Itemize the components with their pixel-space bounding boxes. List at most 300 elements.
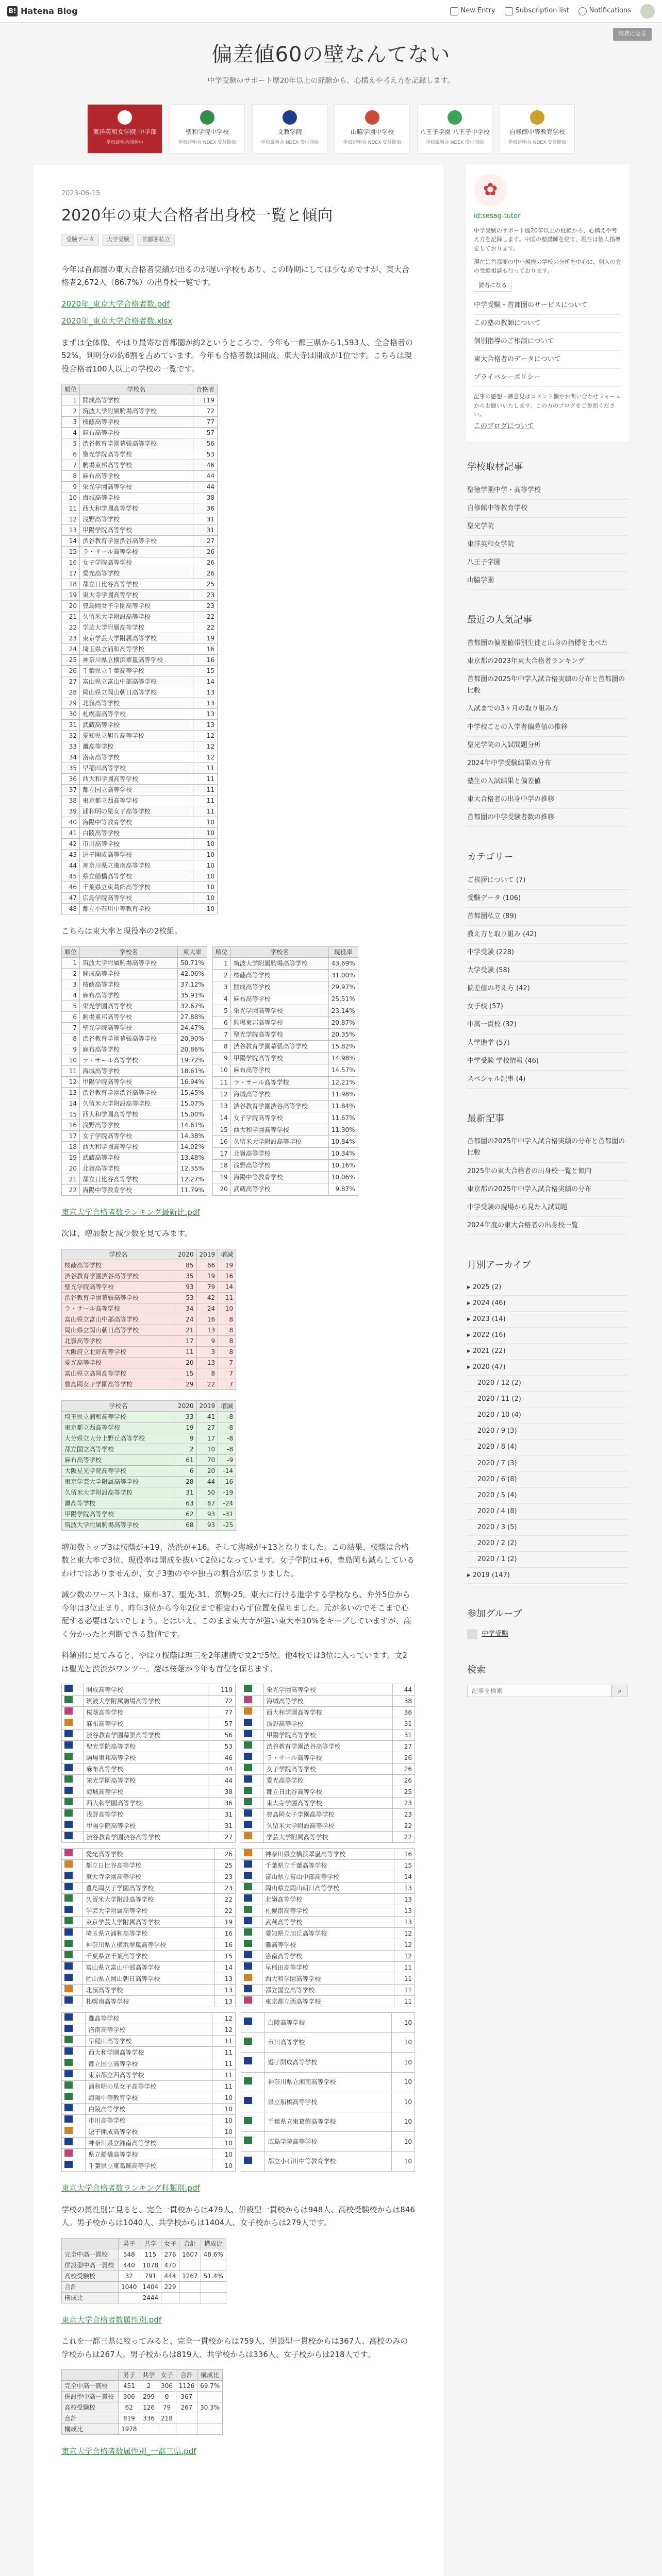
table-cell: 6 <box>175 1465 197 1476</box>
table-row <box>62 2160 236 2172</box>
table-header: 増減 <box>218 1249 236 1260</box>
newest-article-item[interactable] <box>467 1133 628 1162</box>
category-item-link[interactable]: 偏差値の考え方 (42) <box>467 985 530 993</box>
search-input[interactable] <box>467 1685 611 1697</box>
table-cell: 29 <box>62 698 80 709</box>
table-row <box>241 1996 415 2007</box>
archive-item[interactable]: 2020 / 3 (5) <box>467 1520 628 1536</box>
table-row <box>62 1860 236 1871</box>
table-cell: 東京学芸大学附属高等学校 <box>62 1476 175 1487</box>
category-item-link[interactable]: 中高一貫校 (32) <box>467 1021 517 1029</box>
table-header: 女子 <box>161 2238 179 2249</box>
school-emblem-icon <box>118 110 132 125</box>
table-row <box>62 731 218 741</box>
subscribe-button[interactable]: 読者になる <box>613 28 652 41</box>
table-row <box>62 1985 236 1996</box>
table-cell: 44 <box>196 1476 218 1487</box>
table-cell: 2 <box>62 968 80 979</box>
table-cell: 16 <box>214 1939 235 1951</box>
table-cell: -31 <box>218 1509 236 1519</box>
prefecture-badge <box>244 1696 252 1703</box>
table-cell: 31 <box>193 514 218 525</box>
profile-link-item-link[interactable]: 個別指導のご相談について <box>474 337 554 345</box>
table-cell: 早稲田高等学校 <box>86 2036 212 2047</box>
table-cell: 広島学院高等学校 <box>80 893 193 904</box>
school-article-item-link[interactable]: 山脇学園 <box>467 577 494 585</box>
table-row <box>62 990 207 1001</box>
newest-article-item-link[interactable]: 2024年度の東大合格者の出身校一覧 <box>467 1221 578 1229</box>
newest-article-item[interactable] <box>467 1163 628 1181</box>
category-item-link[interactable]: ご挨拶について (7) <box>467 876 526 884</box>
table-cell: 聖光学院高等学校 <box>230 1029 328 1041</box>
table-cell: 14 <box>62 536 80 547</box>
category-item-link[interactable]: 教え方と取り組み (42) <box>467 930 537 938</box>
table-cell: 12 <box>212 2013 235 2024</box>
archive-item[interactable]: 2020 / 11 (2) <box>467 1392 628 1408</box>
new-entry-button[interactable] <box>450 5 495 16</box>
table-cell: 32 <box>62 731 80 741</box>
newest-article-item-link[interactable]: 2025年の東大合格者の出身校一覧と傾向 <box>467 1167 592 1175</box>
popular-article-item[interactable] <box>467 719 628 737</box>
table-cell: 海陽中等教育学校 <box>86 2092 212 2104</box>
table-row <box>62 1152 207 1163</box>
table-cell: 12.21% <box>328 1076 358 1088</box>
table-cell: 20 <box>196 1465 218 1476</box>
hatena-logo-icon: B! <box>7 6 18 16</box>
school-banner-item[interactable] <box>87 104 162 154</box>
table-row <box>62 503 218 514</box>
table-cell <box>197 2392 223 2402</box>
table-row <box>62 2424 223 2435</box>
prefecture-badge <box>64 1894 73 1902</box>
table-cell: 駒場東邦高等学校 <box>230 1017 328 1029</box>
table-cell: 10 <box>193 850 218 860</box>
paragraph: 次は、増加数と減少数を見てみます。 <box>61 1229 192 1239</box>
table-cell <box>62 1832 84 1843</box>
paragraph: 科類別に見てみると、やはり桜蔭は理三を2年連続で文2で5位。他4校では3位に入っています。文2は聖光と渋渋がワンツー。慶は桜蔭が今年も首位を保ちます。 <box>61 1651 408 1673</box>
popular-article-item-link[interactable]: 東大合格者の出身中学の推移 <box>467 795 555 803</box>
profile-link-item[interactable] <box>474 351 621 369</box>
user-avatar[interactable] <box>640 4 655 19</box>
tag-link[interactable]: 首都圏私立 <box>137 234 175 246</box>
list-icon <box>505 7 513 15</box>
table-cell: 27 <box>196 1422 218 1433</box>
popular-article-item[interactable] <box>467 809 628 827</box>
table-cell: 10 <box>212 2149 235 2160</box>
archive-item[interactable]: 2020 / 5 (4) <box>467 1488 628 1504</box>
school-banner-item[interactable] <box>252 104 327 154</box>
category-item[interactable] <box>467 890 628 908</box>
school-article-item-link[interactable]: 聖光学院 <box>467 522 494 531</box>
table-cell: 渋谷教育学園渋谷高等学校 <box>80 536 193 547</box>
entry-title[interactable]: 2020年の東大合格者出身校一覧と傾向 <box>61 206 333 225</box>
school-article-item[interactable] <box>467 518 628 536</box>
table-cell: 33 <box>175 1411 197 1422</box>
table-row <box>241 2013 415 2033</box>
table-cell: 11 <box>212 2058 235 2070</box>
newest-article-item[interactable] <box>467 1199 628 1217</box>
school-article-item-link[interactable]: 東洋英和女学院 <box>467 540 515 549</box>
table-cell: 14.61% <box>178 1120 207 1130</box>
table-cell: 聖光学院高等学校 <box>80 1022 178 1033</box>
prefecture-badge <box>64 2013 73 2021</box>
category-item-link[interactable]: 大学受験 (58) <box>467 967 510 975</box>
profile-link-item-link[interactable]: 中学受験・首都圏のサービスについて <box>474 301 588 309</box>
about-link[interactable]: このブログについて <box>474 422 534 430</box>
category-item[interactable] <box>467 926 628 944</box>
table-cell: 逗子開成高等学校 <box>86 2126 212 2138</box>
category-item[interactable] <box>467 980 628 998</box>
table-cell: 72 <box>208 1696 236 1707</box>
table-cell: 21 <box>62 612 80 622</box>
archive-item[interactable]: ▸ 2020 (47) <box>467 1360 628 1376</box>
category-item[interactable] <box>467 944 628 962</box>
table-cell <box>241 1718 264 1730</box>
category-item-link[interactable]: スペシャル記事 (4) <box>467 1075 526 1083</box>
table-row <box>62 633 218 644</box>
table-cell: 48 <box>62 904 80 914</box>
table-cell: 海陽中等教育学校 <box>230 1172 328 1183</box>
archive-item[interactable]: 2020 / 9 (3) <box>467 1423 628 1439</box>
table-row <box>62 1120 207 1130</box>
archive-item[interactable]: ▸ 2023 (14) <box>467 1312 628 1328</box>
table-cell: 武蔵高等学校 <box>80 1152 178 1163</box>
popular-article-item[interactable] <box>467 737 628 755</box>
table-cell: 12 <box>394 1939 415 1951</box>
module-title: 参加グループ <box>467 1608 522 1620</box>
table-row <box>62 1357 236 1368</box>
school-article-item[interactable] <box>467 554 628 572</box>
table-cell: 791 <box>140 2270 161 2281</box>
prefecture-badge <box>64 1860 73 1868</box>
table-cell: 完全中高一貫校 <box>62 2249 119 2260</box>
hatena-blog-logo[interactable] <box>7 4 78 18</box>
archive-item[interactable]: ▸ 2019 (147) <box>467 1568 628 1584</box>
prefecture-badge <box>244 1764 252 1771</box>
table-row <box>62 741 218 752</box>
table-row <box>62 2013 236 2024</box>
table-cell <box>241 2132 265 2152</box>
table-cell: 306 <box>119 2392 140 2402</box>
table-cell: 豊島岡女子学園高等学校 <box>83 1883 214 1894</box>
table-cell: 浅野高等学校 <box>263 1718 393 1730</box>
table-cell: 札幌南高等学校 <box>83 1996 214 2007</box>
popular-article-item[interactable] <box>467 653 628 671</box>
pdf-link[interactable]: 東京大学合格者数属性別_一都三県.pdf <box>61 2447 196 2456</box>
table-cell: 完全中高一貫校 <box>62 2381 119 2392</box>
prefecture-badge <box>64 2115 73 2123</box>
school-name: 山脇学園中学校 <box>350 128 394 135</box>
category-item[interactable] <box>467 1016 628 1034</box>
archive-item[interactable]: ▸ 2022 (16) <box>467 1328 628 1344</box>
table-cell: 20.90% <box>178 1033 207 1044</box>
school-banner-item[interactable] <box>500 104 575 154</box>
table-row <box>62 698 218 709</box>
table-cell: 548 <box>119 2249 140 2260</box>
profile-id[interactable]: id:sesag-tutor <box>474 212 521 220</box>
table-row <box>62 2036 236 2047</box>
table-row <box>241 1883 415 1894</box>
group-link[interactable]: 中学受験 <box>482 1630 509 1638</box>
table-row <box>241 1928 415 1939</box>
table-cell: 22 <box>196 1379 218 1389</box>
prefecture-badge <box>64 2093 73 2100</box>
popular-article-item[interactable] <box>467 773 628 791</box>
archive-item[interactable]: 2020 / 7 (3) <box>467 1456 628 1472</box>
table-cell: 18.61% <box>178 1065 207 1076</box>
table-row <box>62 1973 236 1985</box>
table-cell <box>241 1775 264 1786</box>
pdf-link[interactable]: 東京大学合格者数ランキング最新比.pdf <box>61 1207 200 1217</box>
school-sub: 学校説明会 NDEX 受付開始 <box>425 140 484 146</box>
category-item-link[interactable]: 中学受験 学校情報 (46) <box>467 1057 539 1065</box>
table-cell: 11.79% <box>178 1184 207 1195</box>
table-cell: 千葉県立千葉高等学校 <box>80 666 193 676</box>
table-cell <box>62 1883 83 1894</box>
table-cell: 25 <box>393 1786 415 1798</box>
table-row <box>62 2413 223 2424</box>
profile-link-item[interactable] <box>474 333 621 351</box>
table-cell: 神奈川県立湘南高等学校 <box>86 2138 212 2149</box>
table-header: 順位 <box>212 946 230 957</box>
school-article-item[interactable] <box>467 500 628 518</box>
table-row <box>62 2126 236 2138</box>
newest-article-item[interactable] <box>467 1217 628 1235</box>
popular-article-item-link[interactable]: 2024年中学受験結果の分布 <box>467 759 552 767</box>
table-row <box>62 2138 236 2149</box>
table-cell: 3 <box>212 981 230 993</box>
table-row <box>62 1368 236 1379</box>
category-item[interactable] <box>467 908 628 926</box>
prefecture-badge <box>64 1985 73 1992</box>
table-cell: 7 <box>218 1379 236 1389</box>
table-row <box>62 1109 207 1120</box>
popular-article-item[interactable] <box>467 700 628 718</box>
archive-item[interactable]: ▸ 2021 (22) <box>467 1344 628 1360</box>
table-cell: 神奈川県立湘南高等学校 <box>80 860 193 871</box>
category-item-link[interactable]: 女子校 (57) <box>467 1003 503 1011</box>
popular-article-item[interactable] <box>467 671 628 700</box>
school-banner-item[interactable] <box>170 104 245 154</box>
archive-item[interactable]: 2020 / 6 (8) <box>467 1472 628 1488</box>
table-cell: 36 <box>62 774 80 785</box>
profile-link-item[interactable] <box>474 369 621 387</box>
table-cell: 浦和明の星女子高等学校 <box>80 806 193 817</box>
module-title: カテゴリー <box>467 852 514 863</box>
table-cell: 30.3% <box>197 2402 223 2413</box>
table-row <box>62 1883 236 1894</box>
table-row <box>241 1696 415 1707</box>
category-item-link[interactable]: 大学進学 (57) <box>467 1039 510 1047</box>
table-cell: 栄光学園高等学校 <box>263 1684 393 1696</box>
category-item[interactable] <box>467 998 628 1016</box>
school-article-item[interactable] <box>467 536 628 554</box>
subscribe-button[interactable]: 読者になる <box>474 280 511 292</box>
table-cell <box>62 2024 86 2036</box>
table-cell: 470 <box>161 2260 179 2270</box>
profile-link-item[interactable] <box>474 297 621 315</box>
table-cell: 13 <box>214 1973 235 1985</box>
archive-item[interactable]: 2020 / 2 (2) <box>467 1536 628 1552</box>
school-banner-item[interactable] <box>417 104 492 154</box>
prefecture-badge <box>244 2038 252 2045</box>
tag-link[interactable]: 大学受験 <box>102 234 134 246</box>
newest-article-item-link[interactable]: 東京都の2025年中学入試合格実績の分布 <box>467 1185 592 1193</box>
table-cell: 西大和学園高等学校 <box>230 1124 328 1136</box>
table-cell: 93 <box>196 1509 218 1519</box>
profile-link-item-link[interactable]: この塾の教師について <box>474 319 541 327</box>
prefecture-badge <box>244 1906 252 1913</box>
pdf-link[interactable]: 東京大学合格者数ランキング科類別.pdf <box>61 2183 200 2193</box>
table-cell: 26 <box>62 666 80 676</box>
school-article-item[interactable] <box>467 572 628 590</box>
prefecture-badge <box>244 1821 252 1828</box>
table-cell: 11.84% <box>328 1100 358 1112</box>
table-cell: 23 <box>393 1798 415 1809</box>
table-row <box>62 514 218 525</box>
popular-article-item-link[interactable]: 入試までの3ヶ月の取り組み方 <box>467 705 559 713</box>
search-button[interactable] <box>611 1685 628 1697</box>
popular-article-item-link[interactable]: 東京都の2023年東大合格者ランキング <box>467 657 585 666</box>
popular-article-item[interactable] <box>467 755 628 773</box>
popular-article-item[interactable] <box>467 791 628 809</box>
prefecture-badge <box>64 2138 73 2145</box>
category-table <box>61 2012 236 2172</box>
school-article-item[interactable] <box>467 482 628 500</box>
prefecture-badge <box>244 1707 252 1715</box>
newest-article-item-link[interactable]: 首都圏の2025年中学入試合格実績の分布と首都圏の比較 <box>467 1138 625 1157</box>
archive-item[interactable]: 2020 / 12 (2) <box>467 1376 628 1392</box>
category-item-link[interactable]: 受験データ (106) <box>467 894 521 902</box>
table-cell: 53 <box>175 1292 197 1303</box>
table-cell: 119 <box>193 395 218 406</box>
school-article-item-link[interactable]: 自修館中等教育学校 <box>467 504 528 512</box>
archive-item[interactable]: 2020 / 8 (4) <box>467 1439 628 1455</box>
table-cell: 東京学芸大学附属高等学校 <box>83 1917 214 1928</box>
table-cell: -9 <box>218 1454 236 1465</box>
table-row <box>62 2292 226 2303</box>
pdf-link[interactable]: 2020年_東京大学合格者数.pdf <box>61 299 170 309</box>
category-item-link[interactable]: 中学受験 (228) <box>467 948 515 957</box>
popular-article-item-link[interactable]: 中学校ごとの入学者偏差値の推移 <box>467 723 568 731</box>
table-cell: 学芸大学附属高等学校 <box>263 1832 393 1843</box>
table-cell: 筑波大学附属駒場高等学校 <box>62 1519 175 1530</box>
table-cell: 30 <box>62 709 80 720</box>
table-header: 共学 <box>140 2238 161 2249</box>
table-cell <box>201 2260 226 2270</box>
table-cell: 武蔵高等学校 <box>80 720 193 731</box>
newest-article-item-link[interactable]: 中学受験の現場から見た入試問題 <box>467 1203 568 1211</box>
popular-article-item-link[interactable]: 首都圏の中学受験者数の推移 <box>467 813 555 821</box>
popular-article-item-link[interactable]: 首都圏の2025年中学入試合格実績の分布と首都圏の比較 <box>467 675 625 695</box>
table-cell: 神奈川県立湘南高等学校 <box>265 2072 392 2092</box>
newest-article-item[interactable] <box>467 1181 628 1199</box>
tag-link[interactable]: 受験データ <box>61 234 99 246</box>
table-cell: 埼玉県立浦和高等学校 <box>62 1411 175 1422</box>
table-cell: 38 <box>393 1696 415 1707</box>
school-banner-item[interactable] <box>335 104 410 154</box>
table-row <box>62 1141 207 1152</box>
archive-item[interactable]: 2020 / 4 (8) <box>467 1504 628 1520</box>
table-cell: 1 <box>212 957 230 969</box>
popular-article-item-link[interactable]: 首都圏の偏差値帯別生徒と出身の指標を比べた <box>467 639 608 648</box>
table-cell: 19.72% <box>178 1055 207 1065</box>
popular-article-item-link[interactable]: 聖光学院の入試問題分析 <box>467 741 541 749</box>
archive-item[interactable]: 2020 / 10 (4) <box>467 1408 628 1423</box>
profile-link-item-link[interactable]: プライバシーポリシー <box>474 373 541 381</box>
category-item[interactable] <box>467 1035 628 1053</box>
table-cell <box>241 1973 262 1985</box>
table-cell: 灘高等学校 <box>262 1939 394 1951</box>
table-row <box>212 1076 358 1088</box>
current-rate-table <box>212 946 358 1196</box>
category-item[interactable] <box>467 962 628 980</box>
table-cell: 北嶺高等学校 <box>262 1894 394 1905</box>
table-cell <box>62 1809 84 1820</box>
table-cell: 22 <box>214 1905 235 1917</box>
table-cell: 12.35% <box>178 1163 207 1174</box>
table-row <box>212 957 358 969</box>
table-row <box>212 1160 358 1172</box>
popular-article-item[interactable] <box>467 635 628 653</box>
profile-link-item-link[interactable]: 東大合格者のデータについて <box>474 355 561 363</box>
entry-date[interactable]: 2023-06-15 <box>61 189 101 197</box>
table-cell: 50 <box>196 1487 218 1498</box>
archive-item[interactable]: ▸ 2025 (2) <box>467 1280 628 1296</box>
school-article-item-link[interactable]: 聖徳学園中学・高等学校 <box>467 486 541 494</box>
table-cell <box>241 1996 262 2007</box>
table-cell: 渋谷教育学園渋谷高等学校 <box>84 1832 208 1843</box>
table-cell: 32.67% <box>178 1001 207 1011</box>
table-cell: 17 <box>62 1130 80 1141</box>
table-row <box>62 438 218 449</box>
prefecture-badge <box>244 1849 252 1856</box>
profile-link-item[interactable] <box>474 315 621 333</box>
popular-article-item-link[interactable]: 塾生の入試結果と偏差値 <box>467 777 541 785</box>
table-row <box>62 428 218 438</box>
search-icon: ⌕ <box>618 1686 622 1694</box>
table-cell: 女子学院高等学校 <box>80 557 193 568</box>
table-cell: 富山県立富山中部高等学校 <box>62 1314 175 1325</box>
table-row <box>241 1871 415 1883</box>
archive-item[interactable]: 2020 / 1 (2) <box>467 1552 628 1568</box>
table-cell: 東京都立西高等学校 <box>80 795 193 806</box>
category-item-link[interactable]: 首都圏私立 (89) <box>467 912 517 920</box>
table-row <box>62 1065 207 1076</box>
table-cell: 87 <box>196 1498 218 1509</box>
table-cell: 6 <box>212 1017 230 1029</box>
table-cell: -16 <box>218 1476 236 1487</box>
school-article-item-link[interactable]: 八王子学園 <box>467 558 501 567</box>
blog-title[interactable]: 偏差値60の壁なんてない <box>211 43 451 66</box>
table-row <box>212 1005 358 1016</box>
prefecture-badge <box>244 1974 252 1981</box>
table-cell: 岡山県立岡山朝日高等学校 <box>62 1325 175 1335</box>
xlsx-link[interactable]: 2020年_東京大学合格者数.xlsx <box>61 316 173 326</box>
table-cell: 桜蔭高等学校 <box>230 969 328 981</box>
table-cell <box>62 1860 83 1871</box>
archive-item[interactable]: ▸ 2024 (46) <box>467 1296 628 1312</box>
subscription-list-button[interactable] <box>505 5 569 16</box>
notifications-button[interactable] <box>578 5 631 16</box>
category-item[interactable] <box>467 872 628 890</box>
flower-icon[interactable]: ✿ <box>474 174 507 207</box>
table-cell: 西大和学園高等学校 <box>80 1141 178 1152</box>
category-item[interactable] <box>467 1053 628 1071</box>
table-cell: 8 <box>218 1325 236 1335</box>
category-item[interactable] <box>467 1071 628 1089</box>
pdf-link[interactable]: 東京大学合格者数属性別.pdf <box>61 2315 162 2325</box>
